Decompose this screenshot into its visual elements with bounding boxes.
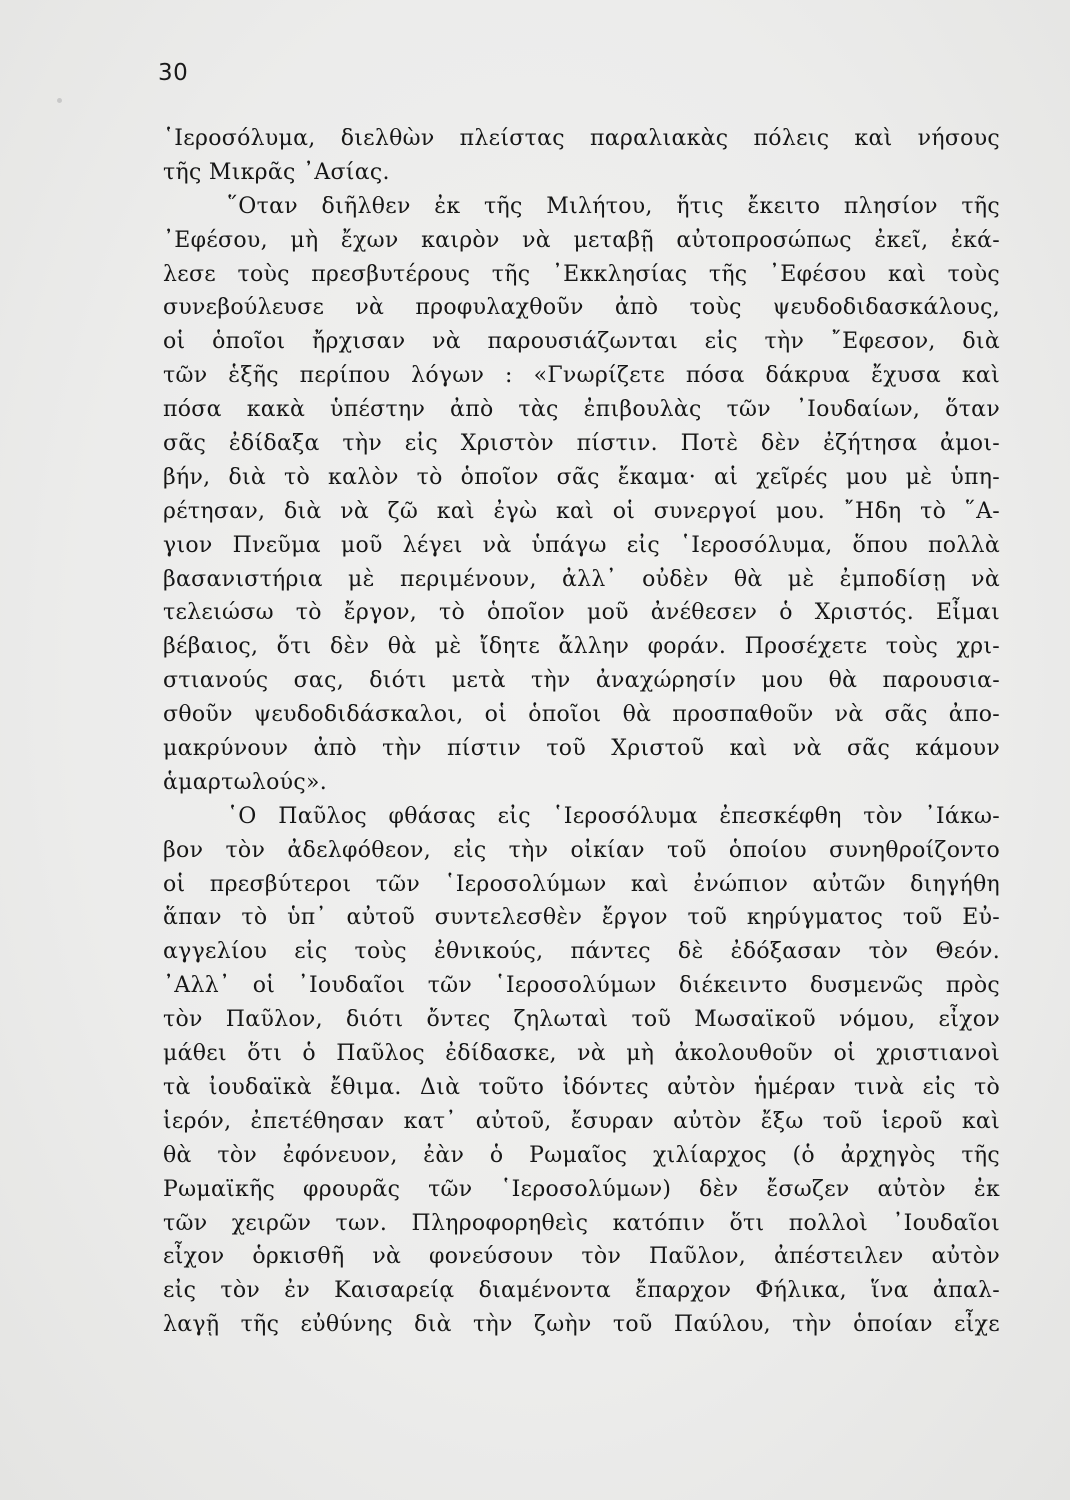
text-line: θὰ τὸν ἐφόνευον, ἐὰν ὁ Ρωμαῖος χιλίαρχος (ὁ ἀρχηγὸς τῆς — [163, 1142, 1000, 1168]
text-line: ῞Οταν διῆλθεν ἐκ τῆς Μιλήτου, ἥτις ἔκειτο πλησίον τῆς — [227, 193, 1000, 219]
text-line: τῆς Μικρᾶς ᾽Ασίας. — [163, 159, 390, 185]
text-line: οἱ ὁποῖοι ἤρχισαν νὰ παρουσιάζωνται εἰς τὴν ῎Εφεσον, διὰ — [163, 329, 1000, 355]
text-line: εἶχον ὁρκισθῆ νὰ φονεύσουν τὸν Παῦλον, ἀπέστειλεν αὐτὸν — [163, 1244, 1000, 1270]
text-line: τελειώσω τὸ ἔργον, τὸ ὁποῖον μοῦ ἀνέθεσεν ὁ Χριστός. Εἶμαι — [163, 600, 1000, 626]
text-line: βασανιστήρια μὲ περιμένουν, ἀλλ᾽ οὐδὲν θὰ μὲ ἐμποδίσῃ νὰ — [163, 566, 1000, 592]
text-line: ἁμαρτωλούς». — [163, 769, 327, 795]
text-line: βέβαιος, ὅτι δὲν θὰ μὲ ἴδητε ἄλλην φοράν. Προσέχετε τοὺς χρι- — [163, 634, 1000, 660]
text-line: μάθει ὅτι ὁ Παῦλος ἐδίδασκε, νὰ μὴ ἀκολουθοῦν οἱ χριστιανοὶ — [163, 1041, 1000, 1067]
text-line: βον τὸν ἀδελφόθεον, εἰς τὴν οἰκίαν τοῦ ὁποίου συνηθροίζοντο — [163, 837, 1000, 863]
text-line: τὰ ἰουδαϊκὰ ἔθιμα. Διὰ τοῦτο ἰδόντες αὐτὸν ἡμέραν τινὰ εἰς τὸ — [163, 1074, 1000, 1100]
text-line: ἱερόν, ἐπετέθησαν κατ᾽ αὐτοῦ, ἔσυραν αὐτὸν ἔξω τοῦ ἱεροῦ καὶ — [163, 1108, 1000, 1134]
text-line: βήν, διὰ τὸ καλὸν τὸ ὁποῖον σᾶς ἔκαμα· αἱ χεῖρές μου μὲ ὑπη- — [163, 464, 1000, 490]
text-line: πόσα κακὰ ὑπέστην ἀπὸ τὰς ἐπιβουλὰς τῶν ᾽Ιουδαίων, ὅταν — [163, 397, 1000, 423]
text-line: στιανούς σας, διότι μετὰ τὴν ἀναχώρησίν μου θὰ παρουσια- — [163, 668, 1000, 694]
text-line: λεσε τοὺς πρεσβυτέρους τῆς ᾽Εκκλησίας τῆς ᾽Εφέσου καὶ τοὺς — [163, 261, 1000, 287]
text-line: ἅπαν τὸ ὑπ᾽ αὐτοῦ συντελεσθὲν ἔργον τοῦ κηρύγματος τοῦ Εὐ- — [163, 905, 1000, 931]
text-line: σᾶς ἐδίδαξα τὴν εἰς Χριστὸν πίστιν. Ποτὲ δὲν ἐζήτησα ἀμοι- — [163, 431, 1000, 457]
body-text — [163, 122, 1000, 1342]
text-line: τὸν Παῦλον, διότι ὄντες ζηλωταὶ τοῦ Μωσαϊκοῦ νόμου, εἶχον — [163, 1007, 1000, 1033]
text-line: ῾Ιεροσόλυμα, διελθὼν πλείστας παραλιακὰς πόλεις καὶ νήσους — [163, 126, 1000, 151]
text-line: εἰς τὸν ἐν Καισαρείᾳ διαμένοντα ἔπαρχον Φήλικα, ἵνα ἀπαλ- — [163, 1278, 1000, 1304]
text-line: συνεβούλευσε νὰ προφυλαχθοῦν ἀπὸ τοὺς ψευδοδιδασκάλους, — [163, 295, 1000, 321]
text-line: ᾽Αλλ᾽ οἱ ᾽Ιουδαῖοι τῶν ῾Ιεροσολύμων διέκειντο δυσμενῶς πρὸς — [163, 973, 1000, 999]
text-line: Ρωμαϊκῆς φρουρᾶς τῶν ῾Ιεροσολύμων) δὲν ἔσωζεν αὐτὸν ἐκ — [163, 1176, 1000, 1202]
text-line: μακρύνουν ἀπὸ τὴν πίστιν τοῦ Χριστοῦ καὶ νὰ σᾶς κάμουν — [163, 736, 1000, 762]
text-line: ρέτησαν, διὰ νὰ ζῶ καὶ ἐγὼ καὶ οἱ συνεργοί μου. ῎Ηδη τὸ ῞Α- — [163, 498, 1000, 524]
text-line: αγγελίου εἰς τοὺς ἐθνικούς, πάντες δὲ ἐδόξασαν τὸν Θεόν. — [163, 939, 1000, 965]
text-line: τῶν ἑξῆς περίπου λόγων : «Γνωρίζετε πόσα δάκρυα ἔχυσα καὶ — [163, 363, 1000, 389]
text-line: γιον Πνεῦμα μοῦ λέγει νὰ ὑπάγω εἰς ῾Ιεροσόλυμα, ὅπου πολλὰ — [163, 532, 1000, 558]
text-line: ᾽Εφέσου, μὴ ἔχων καιρὸν νὰ μεταβῇ αὐτοπροσώπως ἐκεῖ, ἐκά- — [163, 227, 1000, 253]
scan-speck — [57, 98, 62, 103]
text-line: τῶν χειρῶν των. Πληροφορηθεὶς κατόπιν ὅτι πολλοὶ ᾽Ιουδαῖοι — [163, 1210, 1000, 1236]
text-line: ῾Ο Παῦλος φθάσας εἰς ῾Ιεροσόλυμα ἐπεσκέφθη τὸν ᾽Ιάκω- — [227, 803, 1000, 829]
page-number: 30 — [158, 60, 189, 86]
text-line: λαγῇ τῆς εὐθύνης διὰ τὴν ζωὴν τοῦ Παύλου, τὴν ὁποίαν εἶχε — [163, 1312, 1000, 1338]
text-line: οἱ πρεσβύτεροι τῶν ῾Ιεροσολύμων καὶ ἐνώπιον αὐτῶν διηγήθη — [163, 871, 1000, 897]
text-line: σθοῦν ψευδοδιδάσκαλοι, οἱ ὁποῖοι θὰ προσπαθοῦν νὰ σᾶς ἀπο- — [163, 702, 1000, 728]
